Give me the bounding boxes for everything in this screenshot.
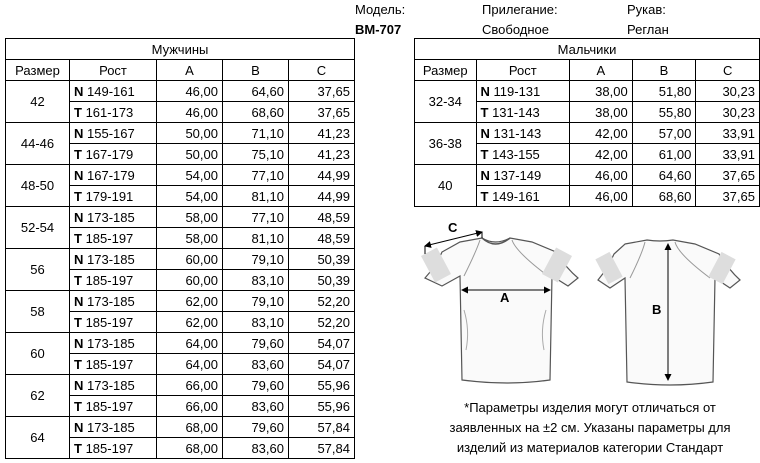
table-row: [6, 123, 355, 144]
measure-a-cell: 68,00: [157, 417, 223, 438]
size-cell: 58: [6, 291, 70, 333]
column-header: Размер: [415, 60, 477, 81]
height-range: 143-155: [492, 146, 540, 162]
label-a: A: [500, 290, 510, 305]
height-type: T: [74, 188, 82, 204]
measure-b-cell: 81,10: [223, 228, 289, 249]
table-row: [415, 165, 760, 186]
height-range: 131-143: [493, 125, 542, 141]
size-cell: 64: [6, 417, 70, 459]
height-cell: [476, 165, 570, 186]
measure-c-cell: 33,91: [696, 123, 760, 144]
size-cell: 48-50: [6, 165, 70, 207]
height-cell: [476, 144, 570, 165]
height-range: 131-143: [492, 104, 540, 120]
measure-c-cell: 44,99: [289, 165, 355, 186]
measure-c-cell: 37,65: [289, 81, 355, 102]
height-cell: [70, 270, 157, 291]
measure-b-cell: 79,10: [223, 291, 289, 312]
height-range: 185-197: [85, 272, 134, 288]
measure-c-cell: 57,84: [289, 417, 355, 438]
measure-a-cell: 38,00: [570, 102, 633, 123]
height-type: N: [480, 167, 490, 183]
measure-b-cell: 71,10: [223, 123, 289, 144]
height-type: T: [74, 440, 82, 456]
height-type: N: [74, 251, 84, 267]
measure-a-cell: 58,00: [157, 228, 223, 249]
measure-b-cell: 68,60: [223, 102, 289, 123]
measure-b-cell: 79,60: [223, 375, 289, 396]
height-cell: [70, 375, 157, 396]
measure-a-cell: 62,00: [157, 291, 223, 312]
measure-a-cell: 42,00: [570, 144, 633, 165]
height-range: 185-197: [85, 314, 134, 330]
height-range: 185-197: [85, 230, 134, 246]
measure-b-cell: 75,10: [223, 144, 289, 165]
measure-c-cell: 50,39: [289, 270, 355, 291]
size-cell: 56: [6, 249, 70, 291]
height-type: T: [74, 230, 82, 246]
measure-b-cell: 77,10: [223, 207, 289, 228]
measure-b-cell: 51,80: [632, 81, 696, 102]
height-type: T: [74, 356, 82, 372]
measure-b-cell: 55,80: [632, 102, 696, 123]
height-type: T: [74, 314, 82, 330]
boys-table-title: Мальчики: [415, 39, 760, 60]
model-value: BM-707: [355, 22, 402, 37]
measure-a-cell: 46,00: [570, 165, 633, 186]
height-type: T: [74, 146, 82, 162]
size-cell: 32-34: [415, 81, 477, 123]
measure-c-cell: 41,23: [289, 123, 355, 144]
height-range: 173-185: [87, 209, 135, 225]
height-range: 173-185: [87, 377, 135, 393]
boys-size-table: [414, 38, 760, 207]
height-cell: [70, 207, 157, 228]
height-cell: [70, 81, 157, 102]
label-c: C: [448, 220, 458, 235]
measure-a-cell: 54,00: [157, 186, 223, 207]
height-cell: [70, 249, 157, 270]
height-type: N: [480, 125, 490, 141]
height-range: 167-179: [85, 146, 134, 162]
measure-c-cell: 30,23: [696, 81, 760, 102]
measure-a-cell: 58,00: [157, 207, 223, 228]
height-type: N: [74, 419, 84, 435]
table-row: [6, 81, 355, 102]
measure-c-cell: 48,59: [289, 228, 355, 249]
height-range: 179-191: [85, 188, 134, 204]
measure-a-cell: 60,00: [157, 249, 223, 270]
height-range: 149-161: [492, 188, 540, 204]
height-cell: [70, 417, 157, 438]
height-cell: [70, 312, 157, 333]
fit-label: Прилегание:: [482, 2, 558, 17]
height-type: N: [74, 167, 84, 183]
height-range: 173-185: [87, 251, 135, 267]
measure-a-cell: 54,00: [157, 165, 223, 186]
measure-b-cell: 64,60: [223, 81, 289, 102]
height-type: T: [74, 104, 82, 120]
measure-a-cell: 62,00: [157, 312, 223, 333]
measure-a-cell: 42,00: [570, 123, 633, 144]
measure-a-cell: 66,00: [157, 375, 223, 396]
height-range: 161-173: [85, 104, 134, 120]
height-range: 173-185: [87, 293, 135, 309]
measure-b-cell: 68,60: [632, 186, 696, 207]
measure-c-cell: 52,20: [289, 291, 355, 312]
measure-c-cell: 41,23: [289, 144, 355, 165]
height-type: T: [74, 398, 82, 414]
height-range: 167-179: [87, 167, 135, 183]
measure-c-cell: 54,07: [289, 354, 355, 375]
height-type: T: [480, 146, 489, 162]
height-type: T: [74, 272, 82, 288]
measure-b-cell: 81,10: [223, 186, 289, 207]
height-type: N: [74, 83, 84, 99]
measure-c-cell: 30,23: [696, 102, 760, 123]
measure-a-cell: 50,00: [157, 123, 223, 144]
height-cell: [476, 102, 570, 123]
measure-c-cell: 33,91: [696, 144, 760, 165]
height-type: N: [74, 377, 84, 393]
height-type: N: [74, 335, 84, 351]
measure-c-cell: 54,07: [289, 333, 355, 354]
measure-c-cell: 44,99: [289, 186, 355, 207]
table-row: [6, 165, 355, 186]
column-header: C: [696, 60, 760, 81]
measure-a-cell: 60,00: [157, 270, 223, 291]
measure-a-cell: 46,00: [570, 186, 633, 207]
measure-b-cell: 77,10: [223, 165, 289, 186]
model-label: Модель:: [355, 2, 406, 17]
height-cell: [70, 186, 157, 207]
height-range: 185-197: [85, 356, 134, 372]
column-header: Размер: [6, 60, 70, 81]
measure-b-cell: 79,60: [223, 333, 289, 354]
height-cell: [70, 123, 157, 144]
sleeve-value: Реглан: [627, 22, 669, 37]
measure-b-cell: 61,00: [632, 144, 696, 165]
measure-a-cell: 50,00: [157, 144, 223, 165]
measure-c-cell: 57,84: [289, 438, 355, 459]
measure-a-cell: 68,00: [157, 438, 223, 459]
height-cell: [70, 102, 157, 123]
height-cell: [476, 186, 570, 207]
size-cell: 36-38: [415, 123, 477, 165]
measure-c-cell: 37,65: [289, 102, 355, 123]
size-cell: 62: [6, 375, 70, 417]
height-range: 185-197: [85, 398, 134, 414]
table-row: [415, 123, 760, 144]
height-type: N: [74, 293, 84, 309]
column-header: Рост: [70, 60, 157, 81]
height-range: 173-185: [87, 419, 135, 435]
sleeve-label: Рукав:: [627, 2, 666, 17]
garment-measurement-diagram: [420, 220, 755, 392]
label-b: B: [652, 302, 662, 317]
table-row: [6, 375, 355, 396]
column-header: B: [223, 60, 289, 81]
table-row: [6, 291, 355, 312]
measure-c-cell: 37,65: [696, 165, 760, 186]
height-type: N: [480, 83, 490, 99]
height-cell: [70, 228, 157, 249]
height-range: 119-131: [493, 83, 541, 99]
measure-c-cell: 55,96: [289, 396, 355, 417]
size-cell: 40: [415, 165, 477, 207]
height-type: N: [74, 125, 84, 141]
column-header: Рост: [476, 60, 570, 81]
size-cell: 60: [6, 333, 70, 375]
height-cell: [70, 291, 157, 312]
height-cell: [70, 396, 157, 417]
measure-c-cell: 48,59: [289, 207, 355, 228]
measure-a-cell: 38,00: [570, 81, 633, 102]
table-row: [6, 207, 355, 228]
height-cell: [476, 123, 570, 144]
measure-c-cell: 52,20: [289, 312, 355, 333]
height-cell: [476, 81, 570, 102]
disclaimer-note: *Параметры изделия могут отличаться от заявленных на ±2 см. Указаны параметры для изделий из материалов категории Стандарт: [449, 400, 731, 455]
height-cell: [70, 354, 157, 375]
column-header: A: [157, 60, 223, 81]
measure-c-cell: 50,39: [289, 249, 355, 270]
height-range: 185-197: [85, 440, 134, 456]
table-row: [6, 249, 355, 270]
measure-b-cell: 83,60: [223, 354, 289, 375]
measure-a-cell: 46,00: [157, 102, 223, 123]
height-type: N: [74, 209, 84, 225]
height-type: T: [480, 188, 489, 204]
table-row: [6, 333, 355, 354]
men-table-title: Мужчины: [6, 39, 355, 60]
height-cell: [70, 438, 157, 459]
table-row: [415, 81, 760, 102]
size-cell: 52-54: [6, 207, 70, 249]
measure-b-cell: 83,10: [223, 270, 289, 291]
measure-a-cell: 46,00: [157, 81, 223, 102]
size-cell: 42: [6, 81, 70, 123]
men-size-table: [5, 38, 355, 459]
height-range: 137-149: [493, 167, 542, 183]
measure-b-cell: 83,60: [223, 396, 289, 417]
measure-a-cell: 64,00: [157, 333, 223, 354]
measure-b-cell: 64,60: [632, 165, 696, 186]
fit-value: Свободное: [482, 22, 549, 37]
measure-b-cell: 83,60: [223, 438, 289, 459]
height-cell: [70, 144, 157, 165]
measure-b-cell: 83,10: [223, 312, 289, 333]
measure-c-cell: 37,65: [696, 186, 760, 207]
height-range: 149-161: [87, 83, 135, 99]
height-cell: [70, 165, 157, 186]
measure-a-cell: 64,00: [157, 354, 223, 375]
column-header: A: [570, 60, 633, 81]
height-range: 173-185: [87, 335, 135, 351]
height-type: T: [480, 104, 489, 120]
measure-b-cell: 79,10: [223, 249, 289, 270]
size-cell: 44-46: [6, 123, 70, 165]
measure-b-cell: 79,60: [223, 417, 289, 438]
measure-b-cell: 57,00: [632, 123, 696, 144]
column-header: C: [289, 60, 355, 81]
column-header: B: [632, 60, 696, 81]
height-cell: [70, 333, 157, 354]
table-row: [6, 417, 355, 438]
height-range: 155-167: [87, 125, 135, 141]
measure-c-cell: 55,96: [289, 375, 355, 396]
measure-a-cell: 66,00: [157, 396, 223, 417]
